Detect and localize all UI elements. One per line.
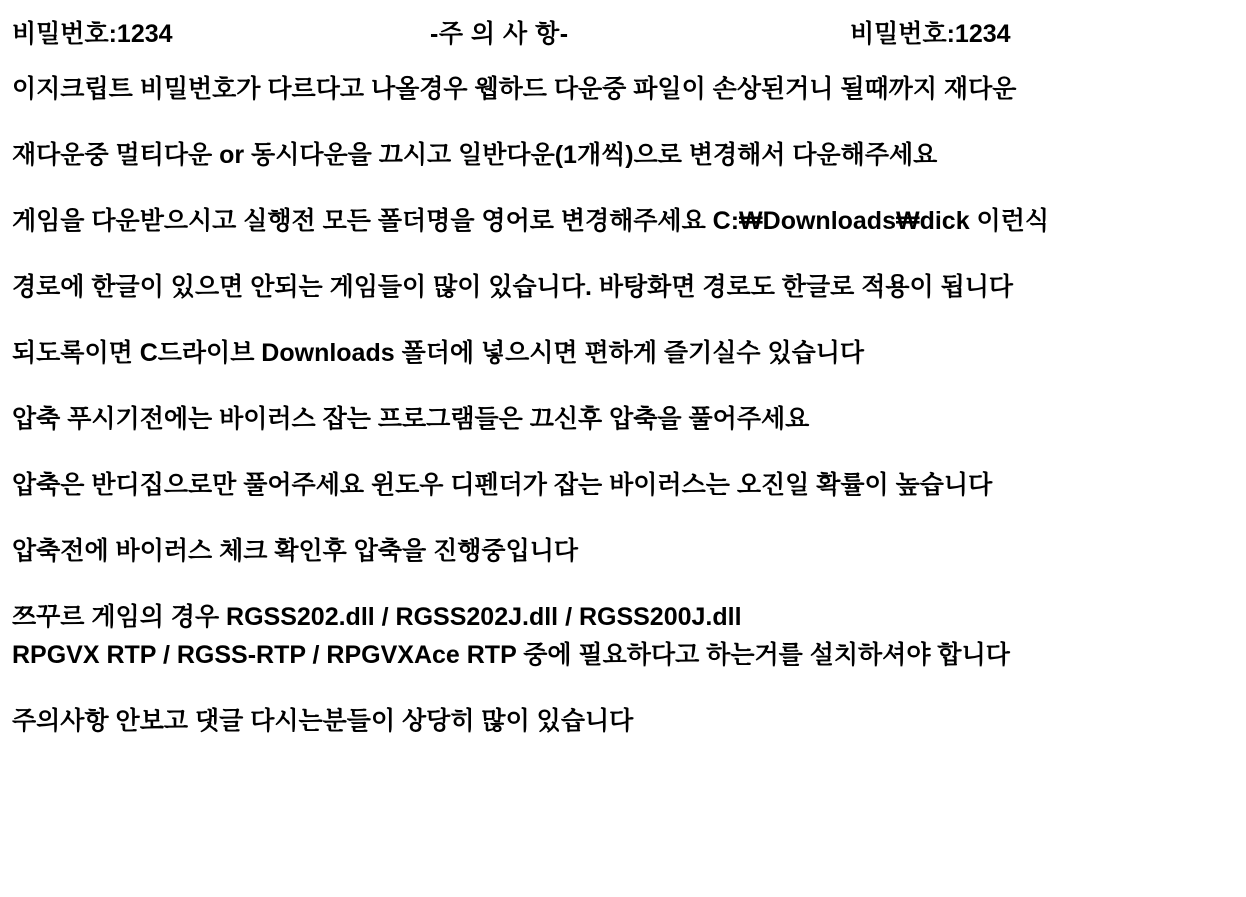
notice-line: 쯔꾸르 게임의 경우 RGSS202.dll / RGSS202J.dll / RGSS200J.dll xyxy=(12,603,742,631)
password-note-right: 비밀번호:1234 xyxy=(850,20,1011,48)
notice-line: 압축은 반디집으로만 풀어주세요 윈도우 디펜더가 잡는 바이러스는 오진일 확률이 높습니다 xyxy=(12,471,993,499)
notice-line: 압축 푸시기전에는 바이러스 잡는 프로그램들은 끄신후 압축을 풀어주세요 xyxy=(12,405,810,433)
notice-line: 주의사항 안보고 댓글 다시는분들이 상당히 많이 있습니다 xyxy=(12,707,634,735)
notice-line: RPGVX RTP / RGSS-RTP / RPGVXAce RTP 중에 필요하다고 하는거를 설치하셔야 합니다 xyxy=(12,641,1010,669)
document-header xyxy=(10,12,1238,56)
notice-line: 재다운중 멀티다운 or 동시다운을 끄시고 일반다운(1개씩)으로 변경해서 다운해주세요 xyxy=(12,141,938,169)
notice-line: 경로에 한글이 있으면 안되는 게임들이 많이 있습니다. 바탕화면 경로도 한글로 적용이 됩니다 xyxy=(12,273,1014,301)
notice-line: 게임을 다운받으시고 실행전 모든 폴더명을 영어로 변경해주세요 C:₩Downloads₩dick 이런식 xyxy=(12,207,1050,235)
notice-line: 되도록이면 C드라이브 Downloads 폴더에 넣으시면 편하게 즐기실수 있습니다 xyxy=(12,339,865,367)
notice-line: 압축전에 바이러스 체크 확인후 압축을 진행중입니다 xyxy=(12,537,579,565)
page-title: -주 의 사 항- xyxy=(430,20,569,48)
notice-line: 이지크립트 비밀번호가 다르다고 나올경우 웹하드 다운중 파일이 손상된거니 될때까지 재다운 xyxy=(12,75,1017,103)
notice-body xyxy=(10,74,1238,736)
password-note-left: 비밀번호:1234 xyxy=(12,20,173,48)
